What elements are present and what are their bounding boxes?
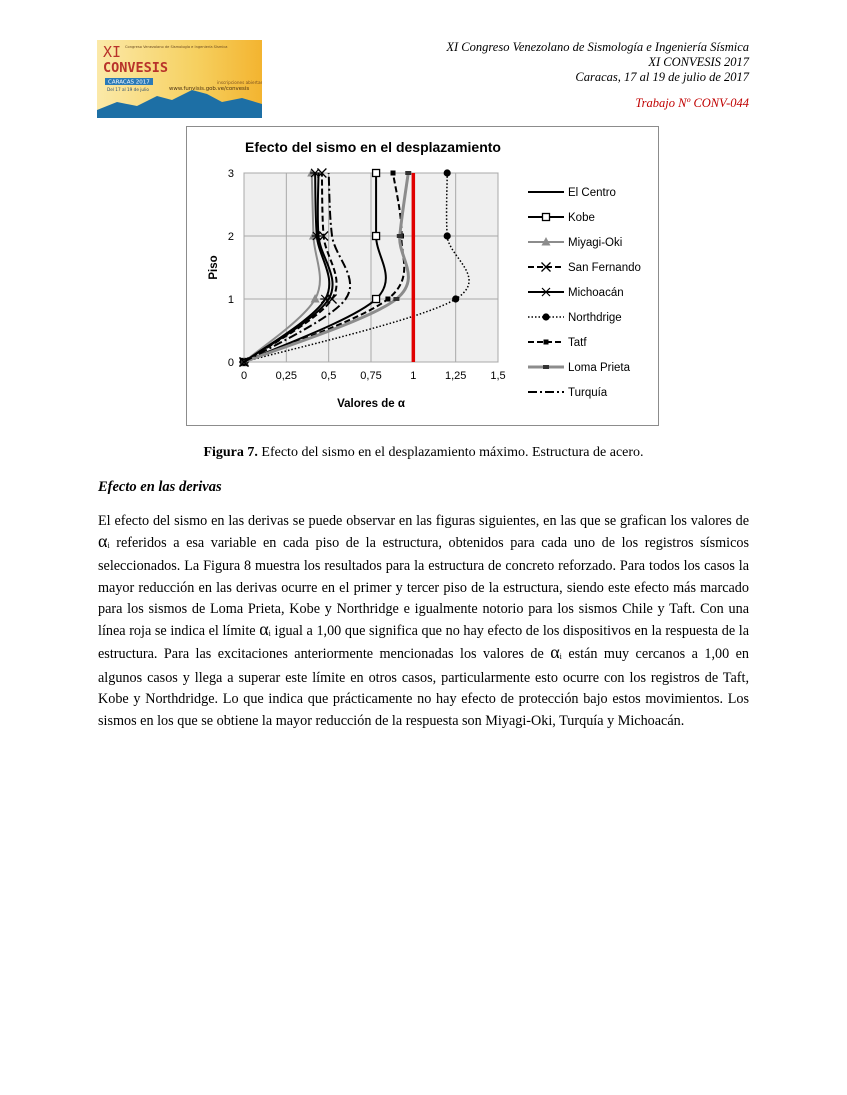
legend-michoac-n-marker xyxy=(541,288,551,296)
y-axis-label: Piso xyxy=(208,255,220,280)
series-loma-prieta-marker xyxy=(397,234,403,238)
y-tick-label: 3 xyxy=(227,168,234,180)
series-kobe-marker xyxy=(373,296,380,303)
legend-northdrige-marker xyxy=(542,313,549,320)
trabajo-number: Trabajo Nº CONV-044 xyxy=(635,96,749,110)
alpha-subscript: i xyxy=(107,540,110,550)
alpha-symbol: α xyxy=(98,530,108,551)
logo-inscripciones: inscripciones abiertas xyxy=(217,80,262,85)
legend-el-centro-label: El Centro xyxy=(568,187,616,199)
para-text-2: referidos a esa variable en cada piso de la estructura, obtenidos para cada uno de los registros sísmicos seleccionados. La Figura 8 muestra los resultados para la estructura de concreto reforzado. Para todos los casos la mayor reducción en las derivas ocurre en el primer y tercer piso de la estructura, siendo este efecto más marcado para los sismos de Loma Prieta, Kobe y Northridge e igualmente notorio para los sismos Chile y Taft. Con una línea roja se indica el límite xyxy=(98,534,749,639)
legend-san-fernando-label: San Fernando xyxy=(568,262,641,274)
x-tick-label: 0,5 xyxy=(321,370,337,382)
logo-dates: Del 17 al 19 de julio xyxy=(107,87,149,92)
header-line-3: Caracas, 17 al 19 de julio de 2017 xyxy=(575,70,749,84)
para-text-3: igual a 1,00 que significa que no hay efecto de los dispositivos en la respuesta de la estructura. Para las excitaciones anteriormente mencionadas los valores de xyxy=(98,622,749,662)
alpha-subscript: i xyxy=(559,652,562,661)
series-loma-prieta-marker xyxy=(405,171,411,175)
series-tatf-marker xyxy=(385,297,390,302)
para-text-4: están muy cercanos a 1,00 en algunos casos y llega a superar este límite en otros casos, particularmente esto ocurre con los registros de Taft, Kobe y Northdridge. Lo que indica que prácticamente no hay efecto de protección bajo estos movimientos. Los sismos en los que se obtiene la mayor reducción de la respuesta son Miyagi-Oki, Turquía y Michoacán. xyxy=(98,646,749,729)
legend-tatf-marker xyxy=(544,340,549,345)
alpha-symbol: α xyxy=(550,642,560,662)
convesis-logo xyxy=(97,40,262,118)
para-text-1: El efecto del sismo en las derivas se puede observar en las figuras siguientes, en las que se grafican los valores de xyxy=(98,513,749,529)
y-tick-label: 2 xyxy=(227,231,234,243)
logo-name: CONVESIS xyxy=(103,60,169,76)
caption-text: Efecto del sismo en el desplazamiento máximo. Estructura de acero. xyxy=(257,445,644,460)
legend-turqu-a-label: Turquía xyxy=(568,387,608,399)
x-tick-label: 0,75 xyxy=(360,370,382,382)
section-title: Efecto en las derivas xyxy=(98,479,222,495)
figure-caption xyxy=(0,445,847,461)
body-paragraph xyxy=(98,511,749,732)
legend-kobe-label: Kobe xyxy=(568,212,595,224)
x-tick-label: 0,25 xyxy=(275,370,298,382)
series-northdrige-marker xyxy=(444,169,451,176)
header-line-1: XI Congreso Venezolano de Sismología e Ingeniería Sísmica xyxy=(446,40,749,54)
legend-tatf-label: Tatf xyxy=(568,337,587,349)
x-tick-label: 0 xyxy=(240,370,248,382)
displacement-chart xyxy=(187,127,658,425)
logo-small-text: Congreso Venezolano de Sismología e Ingeniería Sísmica xyxy=(125,45,228,49)
city-badge-text: CARACAS 2017 xyxy=(108,79,150,86)
alpha-symbol: α xyxy=(259,618,269,639)
alpha-subscript: i xyxy=(268,628,271,638)
legend-loma-prieta-marker xyxy=(543,365,549,369)
caption-label: Figura 7. xyxy=(203,445,258,460)
legend-miyagi-oki-label: Miyagi-Oki xyxy=(568,237,623,249)
series-loma-prieta-marker xyxy=(393,297,399,301)
chart-frame xyxy=(186,126,659,426)
x-tick-label: 1 xyxy=(410,370,417,382)
series-kobe-marker xyxy=(373,170,380,177)
logo-url: www.funvisis.gob.ve/convesis xyxy=(169,86,250,92)
y-tick-label: 0 xyxy=(227,357,234,369)
header-line-2: XI CONVESIS 2017 xyxy=(648,55,749,69)
series-northdrige-marker xyxy=(444,232,451,239)
series-kobe-marker xyxy=(373,233,380,240)
conference-header xyxy=(446,40,749,85)
y-tick-label: 1 xyxy=(227,294,234,306)
legend-loma-prieta-label: Loma Prieta xyxy=(568,362,631,374)
legend-kobe-marker xyxy=(543,214,550,221)
legend-michoac-n-label: Michoacán xyxy=(568,287,624,299)
legend-northdrige-label: Northdrige xyxy=(568,312,622,324)
series-northdrige-marker xyxy=(452,295,459,302)
series-tatf-marker xyxy=(391,171,396,176)
x-axis-label: Valores de α xyxy=(337,398,405,410)
logo-roman: XI xyxy=(103,43,122,61)
x-tick-label: 1,5 xyxy=(490,370,506,382)
chart-title: Efecto del sismo en el desplazamiento xyxy=(245,139,501,155)
x-tick-label: 1,25 xyxy=(444,370,467,382)
